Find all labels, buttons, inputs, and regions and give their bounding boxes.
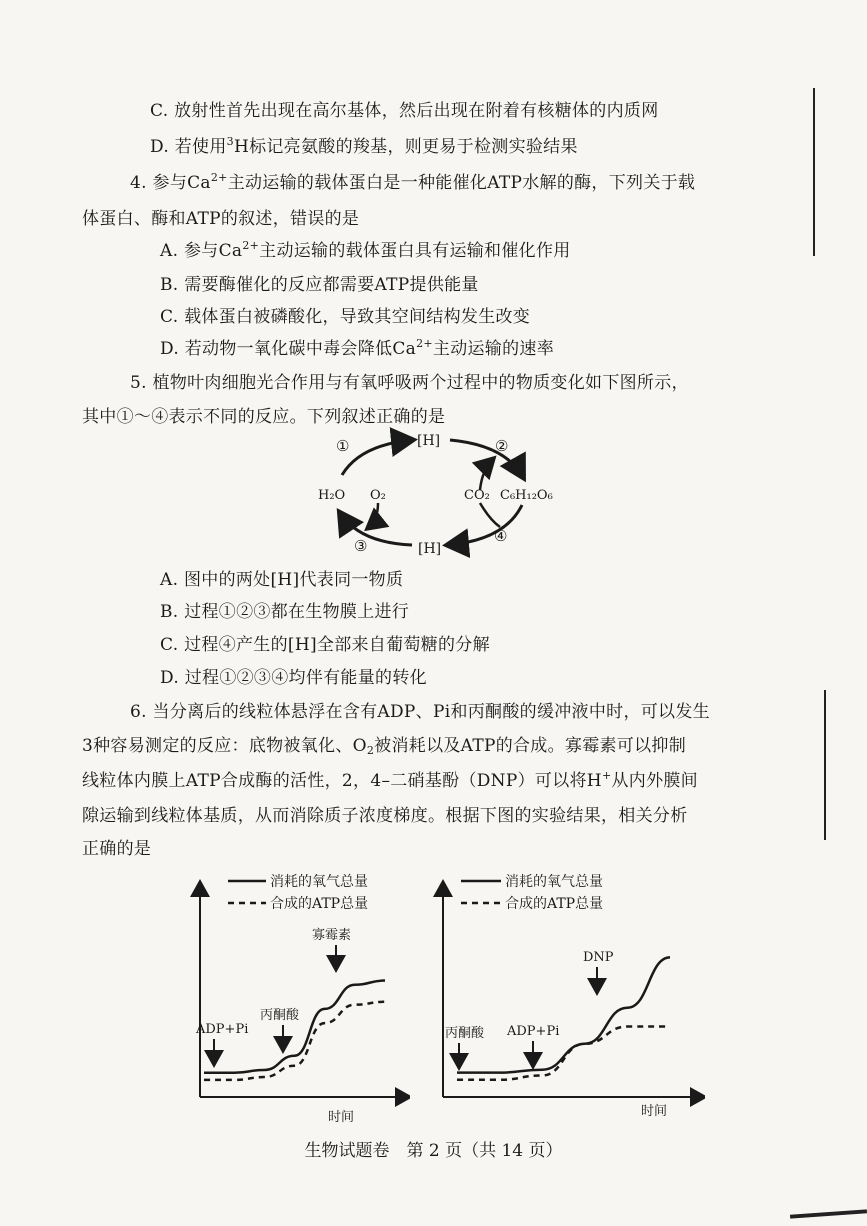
annot-pyruvate: 丙酮酸	[445, 1026, 485, 1041]
label-h2o: H₂O	[318, 488, 346, 503]
annot-adp-pi: ADP+Pi	[507, 1024, 560, 1039]
q5-cycle-diagram	[300, 425, 590, 565]
legend-atp: 合成的ATP总量	[505, 896, 604, 912]
q5-stem-line1: 5. 植物叶肉细胞光合作用与有氧呼吸两个过程中的物质变化如下图所示，	[130, 373, 689, 393]
q4-stem-line2: 体蛋白、酶和ATP的叙述，错误的是	[82, 209, 360, 229]
label-n3: ③	[354, 537, 368, 555]
q3-option-c: C. 放射性首先出现在高尔基体，然后出现在附着有核糖体的内质网	[150, 101, 659, 121]
q5-option-c: C. 过程④产生的[H]全部来自葡萄糖的分解	[160, 635, 490, 655]
chart-dnp	[425, 865, 705, 1125]
q5-option-a: A. 图中的两处[H]代表同一物质	[160, 570, 404, 590]
q6-stem-line4: 隙运输到线粒体基质，从而消除质子浓度梯度。根据下图的实验结果，相关分析	[82, 806, 688, 826]
q6-stem-line3: 线粒体内膜上ATP合成酶的活性，2，4–二硝基酚（DNP）可以将H+从内外膜间	[82, 769, 698, 791]
q5-option-b: B. 过程①②③都在生物膜上进行	[160, 602, 410, 622]
series-o2-line	[457, 957, 670, 1072]
label-glucose: C₆H₁₂O₆	[500, 488, 553, 503]
q4-option-b: B. 需要酶催化的反应都需要ATP提供能量	[160, 275, 479, 295]
chart-oligomycin	[180, 865, 410, 1125]
q4-stem-line1: 4. 参与$Ca^{2+}$主动运输的载体蛋白是一种能催化ATP水解的酶，下列关于载	[130, 171, 696, 193]
q4-option-a: A. 参与$Ca^{2+}$主动运输的载体蛋白具有运输和催化作用	[160, 239, 571, 261]
label-n4: ④	[494, 527, 508, 545]
scan-edge-right	[813, 88, 815, 256]
arrow-co2-up	[480, 459, 493, 490]
arrow-co2-down	[480, 503, 500, 527]
q6-stem-line2: 3种容易测定的反应：底物被氧化、$O_2$被消耗以及ATP的合成。寡霉素可以抑制	[82, 736, 686, 757]
q6-stem-line1: 6. 当分离后的线粒体悬浮在含有ADP、Pi和丙酮酸的缓冲液中时，可以发生	[130, 702, 710, 722]
label-n2: ②	[495, 437, 509, 455]
label-h-bottom: [H]	[418, 541, 442, 557]
label-o2: O₂	[370, 488, 386, 503]
x-axis-label: 时间	[641, 1104, 668, 1119]
annot-dnp: DNP	[583, 950, 614, 965]
label-co2: CO₂	[464, 488, 490, 503]
q3-option-d: D. 若使用$^3$H标记亮氨酸的羧基，则更易于检测实验结果	[150, 135, 578, 157]
q6-stem-line5: 正确的是	[82, 839, 152, 859]
page-footer: 生物试题卷 第 2 页（共 14 页）	[304, 1141, 563, 1161]
scan-edge-bottom	[790, 1209, 867, 1218]
annot-oligomycin: 寡霉素	[312, 928, 352, 943]
legend-o2: 消耗的氧气总量	[270, 874, 368, 890]
arrow-o2	[368, 503, 378, 528]
label-h-top: [H]	[417, 433, 441, 449]
label-n1: ①	[336, 437, 350, 455]
annot-pyruvate: 丙酮酸	[260, 1008, 300, 1023]
scan-edge-right-lower	[824, 690, 826, 840]
q4-option-d: D. 若动物一氧化碳中毒会降低$Ca^{2+}$主动运输的速率	[160, 337, 555, 359]
annot-adp-pi: ADP+Pi	[196, 1022, 249, 1037]
legend-o2: 消耗的氧气总量	[505, 874, 603, 890]
q5-stem-line2: 其中①～④表示不同的反应。下列叙述正确的是	[82, 407, 446, 427]
arrow-1	[342, 440, 412, 475]
x-axis-label: 时间	[328, 1110, 355, 1125]
legend-atp: 合成的ATP总量	[270, 896, 369, 912]
q5-option-d: D. 过程①②③④均伴有能量的转化	[160, 668, 427, 688]
arrow-2	[450, 440, 523, 477]
q4-option-c: C. 载体蛋白被磷酸化，导致其空间结构发生改变	[160, 307, 531, 327]
